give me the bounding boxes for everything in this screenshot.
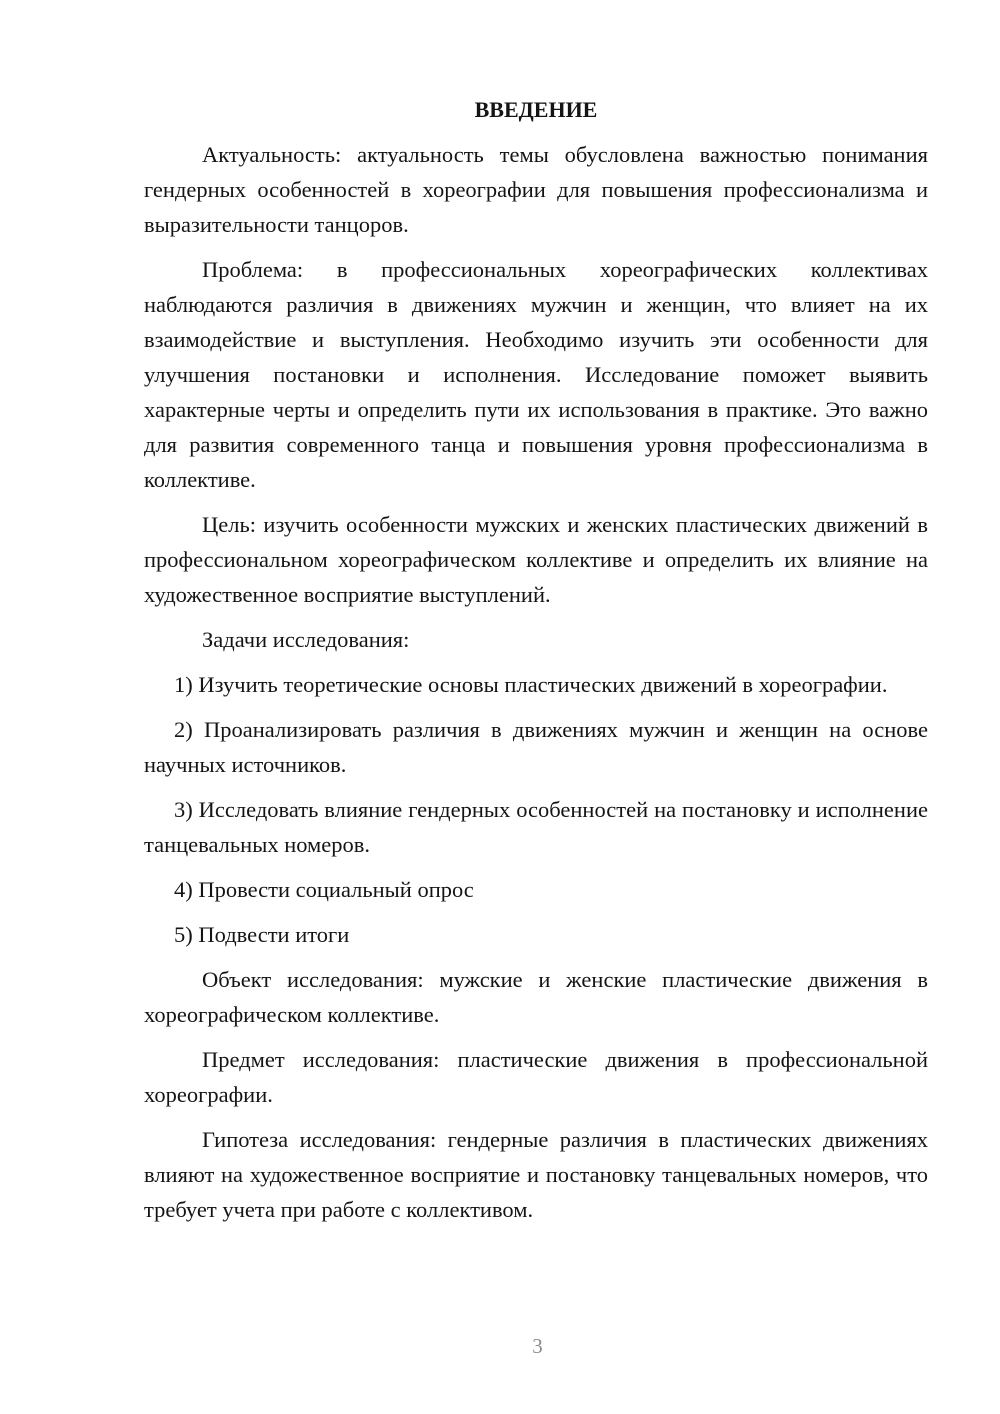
- paragraph-tasks-title: Задачи исследования:: [202, 627, 410, 652]
- paragraph-subject: Предмет исследования: пластические движения в профессиональной хореографии.: [144, 1047, 928, 1107]
- paragraph-hypothesis: Гипотеза исследования: гендерные различия в пластических движениях влияют на художественное восприятие и постановку танцевальных номеров, что требует учета при работе с коллективом.: [144, 1127, 928, 1222]
- task-item-1: 1) Изучить теоретические основы пластических движений в хореографии.: [174, 672, 888, 697]
- task-item-3: 3) Исследовать влияние гендерных особенностей на постановку и исполнение танцевальных номеров.: [144, 797, 928, 857]
- paragraph-problem: Проблема: в профессиональных хореографических коллективах наблюдаются различия в движениях мужчин и женщин, что влияет на их взаимодействие и выступления. Необходимо изучить эти особенности для улучшения постановки и исполнения. Исследование поможет выявить характерные черты и определить пути их использования в практике. Это важно для развития современного танца и повышения уровня профессионализма в коллективе.: [144, 257, 928, 492]
- paragraph-object: Объект исследования: мужские и женские пластические движения в хореографическом коллективе.: [144, 967, 928, 1027]
- document-body: [144, 92, 928, 1237]
- paragraph-relevance: Актуальность: актуальность темы обусловлена важностью понимания гендерных особенностей в хореографии для повышения профессионализма и выразительности танцоров.: [144, 142, 928, 237]
- page-number: 3: [532, 1334, 543, 1358]
- section-heading: ВВЕДЕНИЕ: [474, 97, 598, 122]
- paragraph-goal: Цель: изучить особенности мужских и женских пластических движений в профессиональном хореографическом коллективе и определить их влияние на художественное восприятие выступлений.: [144, 512, 928, 607]
- task-item-4: 4) Провести социальный опрос: [174, 877, 474, 902]
- task-item-2: 2) Проанализировать различия в движениях мужчин и женщин на основе научных источников.: [144, 717, 928, 777]
- task-item-5: 5) Подвести итоги: [174, 922, 350, 947]
